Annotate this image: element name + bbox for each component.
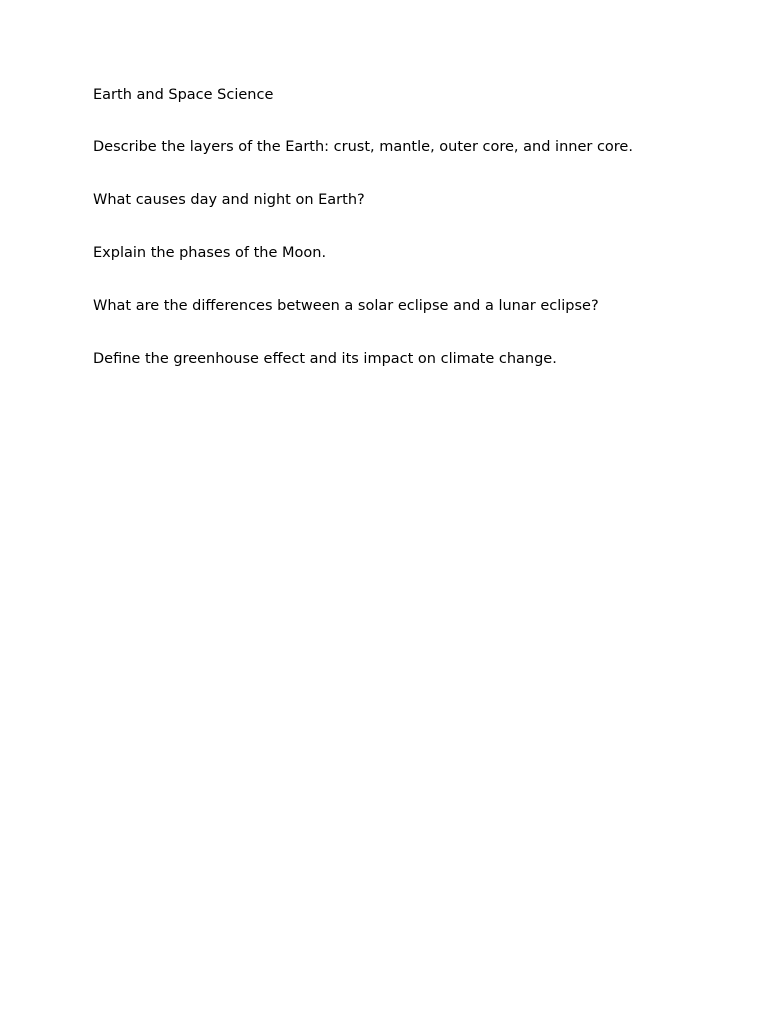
question-item: Explain the phases of the Moon.: [93, 245, 327, 261]
question-item: What causes day and night on Earth?: [93, 192, 365, 208]
question-item: Describe the layers of the Earth: crust, mantle, outer core, and inner core.: [93, 139, 633, 155]
question-item: Define the greenhouse effect and its impact on climate change.: [93, 351, 557, 367]
document-title: Earth and Space Science: [93, 87, 274, 103]
question-item: What are the differences between a solar eclipse and a lunar eclipse?: [93, 298, 599, 314]
